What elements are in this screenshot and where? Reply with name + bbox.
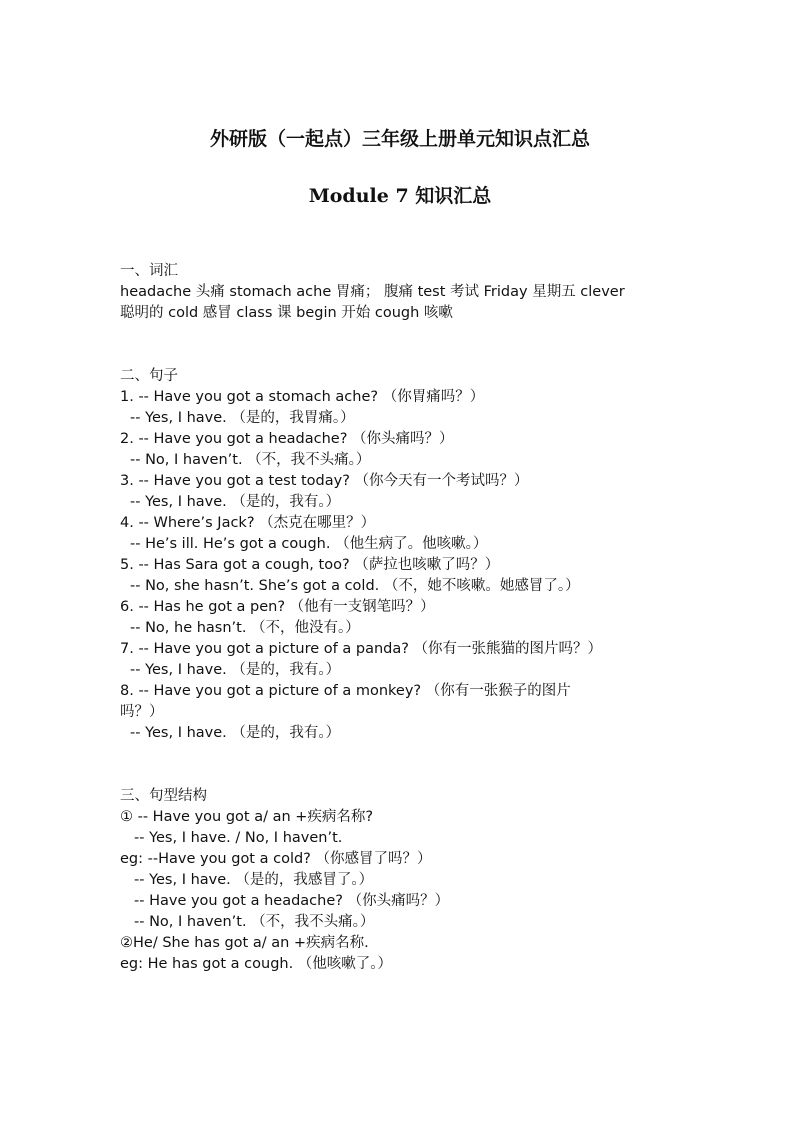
pattern-line: ① -- Have you got a/ an +疾病名称?	[120, 809, 374, 825]
vocab-line-1: headache 头痛 stomach ache 胃痛； 腹痛 test 考试 Friday 星期五 clever	[120, 284, 625, 300]
sentence-line: 1. -- Have you got a stomach ache? （你胃痛吗？）	[120, 389, 485, 405]
sentence-line: -- He’s ill. He’s got a cough. （他生病了。他咳嗽。）	[130, 536, 488, 552]
vocab-heading: 一、词汇	[120, 263, 178, 279]
sentence-line: 吗？）	[120, 704, 164, 720]
pattern-line: eg: He has got a cough. （他咳嗽了。）	[120, 956, 393, 972]
pattern-line: -- Yes, I have. （是的，我感冒了。）	[134, 872, 374, 888]
sentence-line: -- Yes, I have. （是的，我有。）	[130, 725, 341, 741]
pattern-line: -- No, I haven’t. （不，我不头痛。）	[134, 914, 375, 930]
vocab-line-2: 聪明的 cold 感冒 class 课 begin 开始 cough 咳嗽	[120, 305, 453, 321]
module-title: Module 7 知识汇总	[308, 185, 492, 207]
patterns-heading: 三、句型结构	[120, 788, 207, 804]
sentence-line: 3. -- Have you got a test today? （你今天有一个考试吗？）	[120, 473, 529, 489]
pattern-line: -- Yes, I have. / No, I haven’t.	[134, 830, 343, 846]
sentence-line: -- Yes, I have. （是的，我有。）	[130, 662, 341, 678]
sentence-line: -- No, he hasn’t. （不，他没有。）	[130, 620, 360, 636]
sentence-line: 6. -- Has he got a pen? （他有一支钢笔吗？）	[120, 599, 435, 615]
document-title: 外研版（一起点）三年级上册单元知识点汇总	[209, 128, 590, 150]
sentence-line: 4. -- Where’s Jack? （杰克在哪里？）	[120, 515, 376, 531]
sentence-line: -- Yes, I have. （是的，我胃痛。）	[130, 410, 355, 426]
sentence-line: -- Yes, I have. （是的，我有。）	[130, 494, 341, 510]
sentences-heading: 二、句子	[120, 368, 178, 384]
sentence-line: 5. -- Has Sara got a cough, too? （萨拉也咳嗽了吗？）	[120, 557, 500, 573]
sentence-line: 8. -- Have you got a picture of a monkey? （你有一张猴子的图片	[120, 683, 571, 699]
pattern-line: eg: --Have you got a cold? （你感冒了吗？）	[120, 851, 432, 867]
pattern-line: -- Have you got a headache? （你头痛吗？）	[134, 893, 450, 909]
pattern-line: ②He/ She has got a/ an +疾病名称.	[120, 935, 369, 951]
sentence-line: 7. -- Have you got a picture of a panda? （你有一张熊猫的图片吗？）	[120, 641, 603, 657]
sentence-line: -- No, I haven’t. （不，我不头痛。）	[130, 452, 371, 468]
sentence-line: -- No, she hasn’t. She’s got a cold. （不，她不咳嗽。她感冒了。）	[130, 578, 580, 594]
sentence-line: 2. -- Have you got a headache? （你头痛吗？）	[120, 431, 454, 447]
